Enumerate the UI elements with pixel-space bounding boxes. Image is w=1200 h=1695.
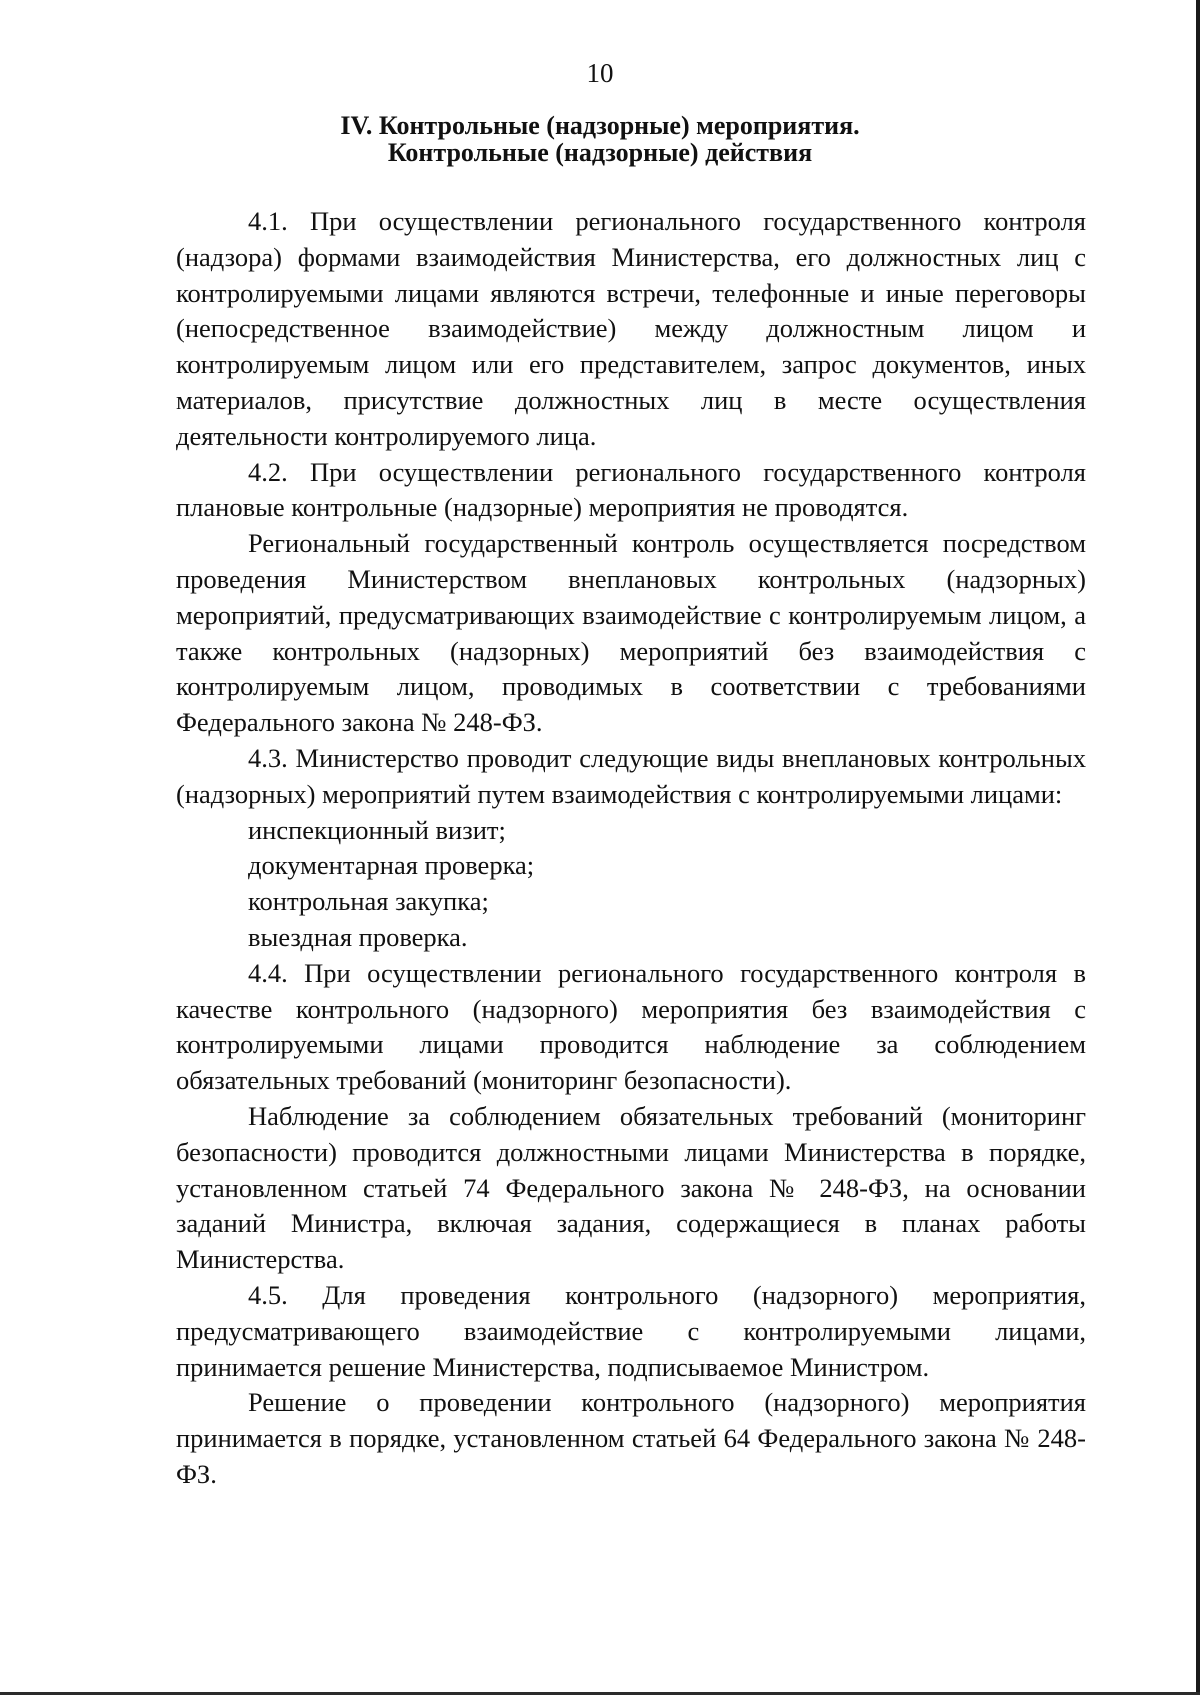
scan-edge-right — [1196, 0, 1200, 1695]
paragraph-regional-control: Региональный государственный контроль осуществляется посредством проведения Министерством внеплановых контрольных (надзорных) мероприятий, предусматривающих взаимодействие с контролируемым лицом, а также контрольных (надзорных) мероприятий без взаимодействия с контролируемым лицом, проводимых в соответствии с требованиями Федерального закона № 248-ФЗ. — [176, 528, 1086, 738]
paragraph-4-5: 4.5. Для проведения контрольного (надзорного) мероприятия, предусматривающего взаимодействие с контролируемыми лицами, принимается решение Министерства, подписываемое Министром. — [176, 1279, 1086, 1382]
list-item-inspection-visit: инспекционный визит; — [248, 814, 506, 845]
section-heading — [0, 112, 1200, 166]
list-item-control-purchase: контрольная закупка; — [248, 886, 489, 917]
paragraph-4-4: 4.4. При осуществлении регионального государственного контроля в качестве контрольного (надзорного) мероприятия без взаимодействия с контролируемыми лицами проводится наблюдение за соблюдением обязательных требований (мониторинг безопасности). — [176, 957, 1086, 1096]
page-number: 10 — [586, 58, 614, 88]
document-body — [176, 204, 1086, 1493]
paragraph-4-3: 4.3. Министерство проводит следующие виды внеплановых контрольных (надзорных) мероприятий путем взаимодействия с контролируемыми лицами: — [176, 742, 1086, 809]
paragraph-4-1: 4.1. При осуществлении регионального государственного контроля (надзора) формами взаимодействия Министерства, его должностных лиц с контролируемыми лицами являются встречи, телефонные и иные переговоры (непосредственное взаимодействие) между должностным лицом и контролируемым лицом или его представителем, запрос документов, иных материалов, присутствие должностных лиц в месте осуществления деятельности контролируемого лица. — [176, 206, 1086, 451]
paragraph-decision: Решение о проведении контрольного (надзорного) мероприятия принимается в порядке, установленном статьей 64 Федерального закона № 248-ФЗ. — [176, 1387, 1086, 1489]
list-item-documentary-check: документарная проверка; — [248, 850, 535, 881]
paragraph-observation: Наблюдение за соблюдением обязательных требований (мониторинг безопасности) проводится должностными лицами Министерства в порядке, установленном статьей 74 Федерального закона № 248-ФЗ, на основании заданий Министра, включая задания, содержащиеся в планах работы Министерства. — [176, 1100, 1086, 1275]
section-heading-line-2: Контрольные (надзорные) действия — [387, 138, 813, 167]
paragraph-4-2: 4.2. При осуществлении регионального государственного контроля плановые контрольные (надзорные) мероприятия не проводятся. — [176, 456, 1086, 523]
list-item-onsite-check: выездная проверка. — [248, 921, 468, 952]
section-heading-line-1: IV. Контрольные (надзорные) мероприятия. — [340, 111, 860, 140]
